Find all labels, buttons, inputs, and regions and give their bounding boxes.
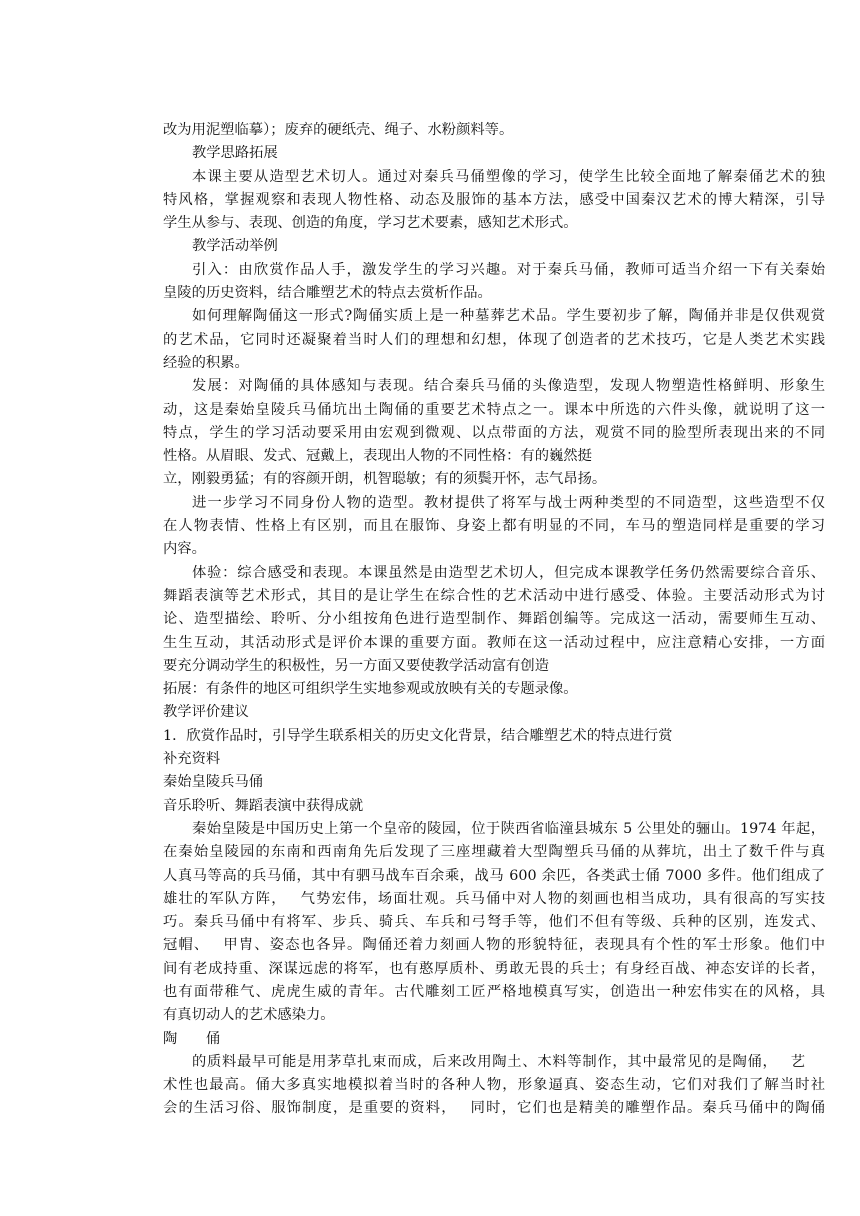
text-line: 教学活动举例 (192, 238, 278, 255)
text-line: 发展：对陶俑的具体感知与表现。结合秦兵马俑的头像造型，发现人物塑造性格鲜明、形象生 (192, 378, 825, 395)
text-line: 学生从参与、表现、创造的角度，学习艺术要素，感知艺术形式。 (163, 215, 578, 232)
paragraph-p17 (163, 818, 825, 1028)
text-line: 要充分调动学生的积极性，另一方面又要使教学活动富有创造 (163, 657, 550, 674)
paragraph-p08 (163, 468, 825, 491)
text-line: 在秦始皇陵园的东南和西南角先后发现了三座埋藏着大型陶塑兵马俑的从葬坑，出土了数千件与真 (163, 844, 825, 861)
text-line: 教学思路拓展 (192, 145, 278, 162)
paragraph-p09 (163, 492, 825, 562)
text-line: 的艺术品，它同时还凝聚着当时人们的理想和幻想，体现了创造者的艺术技巧，它是人类艺术实践 (163, 331, 825, 348)
text-line: 术性也最高。俑大多真实地模拟着当时的各种人物，形象逼真、姿态生动，它们对我们了解当时社 (163, 1077, 825, 1094)
text-line: 改为用泥塑临摹）；废弃的硬纸壳、绳子、水粉颜料等。 (163, 122, 514, 138)
text-line: 雄壮的军队方阵， 气势宏伟，场面壮观。兵马俑中对人物的刻画也相当成功，具有很高的写实技 (163, 890, 825, 907)
text-line: 间有老成持重、深谋远虑的将军，也有憨厚质朴、勇敢无畏的兵士；有身经百战、神态安详的长者， (163, 960, 825, 977)
paragraph-p13 (163, 725, 825, 748)
paragraph-p18 (163, 1028, 825, 1051)
text-line: 补充资料 (163, 751, 221, 768)
text-line: 进一步学习不同身份人物的造型。教材提供了将军与战士两种类型的不同造型，这些造型不仅 (192, 494, 825, 511)
paragraph-p02 (163, 142, 825, 165)
paragraph-p05 (163, 259, 825, 306)
text-line: 内容。 (163, 541, 206, 558)
text-line: 也有面带稚气、虎虎生威的青年。古代雕刻工匠严格地模真写实，创造出一种宏伟实在的风格，具 (163, 983, 825, 1000)
text-line: 特点，学生的学习活动要采用由宏观到微观、以点带面的方法，观赏不同的脸型所表现出来的不同 (163, 424, 825, 441)
text-line: 巧。秦兵马俑中有将军、步兵、骑兵、车兵和弓弩手等，他们不但有等级、兵种的区别，连发式、 (163, 914, 825, 931)
text-line: 经验的积累。 (163, 354, 249, 371)
text-line: 论、造型描绘、聆听、分小组按角色进行造型制作、舞蹈创编等。完成这一活动，需要师生互动、 (163, 611, 825, 628)
paragraph-p07 (163, 375, 825, 468)
text-line: 在人物表情、性格上有区别，而且在服饰、身姿上都有明显的不同，车马的塑造同样是重要的学习 (163, 518, 825, 535)
text-line: 舞蹈表演等艺术形式，其目的是让学生在综合性的艺术活动中进行感受、体验。主要活动形式为讨 (163, 587, 825, 604)
text-line: 会的生活习俗、服饰制度，是重要的资料， 同时，它们也是精美的雕塑作品。秦兵马俑中的陶俑 (163, 1100, 825, 1117)
text-line: 引入：由欣赏作品人手，激发学生的学习兴趣。对于秦兵马俑，教师可适当介绍一下有关秦始 (192, 261, 825, 278)
text-line: 教学评价建议 (163, 704, 249, 721)
paragraph-p04 (163, 235, 825, 258)
text-line: 秦始皇陵兵马俑 (163, 774, 264, 791)
text-line: 人真马等高的兵马俑，其中有驷马战车百余乘，战马 600 余匹，各类武士俑 7000 多件。他们组成了 (163, 867, 825, 884)
text-line: 动，这是秦始皇陵兵马俑坑出土陶俑的重要艺术特点之一。课本中所选的六件头像，就说明了这一 (163, 401, 825, 418)
text-line: 立，刚毅勇猛；有的容颜开朗，机智聪敏；有的须鬓开怀，志气昂扬。 (163, 471, 607, 488)
text-line: 有真切动人的艺术感染力。 (163, 1007, 335, 1024)
document-page (163, 119, 825, 1121)
text-line: 如何理解陶俑这一形式?陶俑实质上是一种墓葬艺术品。学生要初步了解，陶俑并非是仅供观赏 (192, 308, 825, 325)
text-line: 皇陵的历史资料，结合雕塑艺术的特点去赏析作品。 (163, 285, 492, 302)
text-line: 本课主要从造型艺术切人。通过对秦兵马俑塑像的学习，使学生比较全面地了解秦俑艺术的独 (192, 168, 825, 185)
paragraph-p14 (163, 748, 825, 771)
paragraph-p03 (163, 166, 825, 236)
paragraph-p16 (163, 795, 825, 818)
text-line: 陶 俑 (163, 1030, 221, 1047)
text-line: 音乐聆听、舞蹈表演中获得成就 (163, 797, 364, 814)
paragraph-p12 (163, 701, 825, 724)
paragraph-p15 (163, 771, 825, 794)
text-line: 性格。从眉眼、发式、冠戴上，表现出人物的不同性格：有的巍然挺 (163, 448, 592, 465)
text-line: 冠帽、 甲胄、姿态也各异。陶俑还着力刻画人物的形貌特征，表现具有个性的军士形象。他们中 (163, 937, 825, 954)
paragraph-p11 (163, 678, 825, 701)
text-line: 的质料最早可能是用茅草扎束而成，后来改用陶土、木料等制作，其中最常见的是陶俑， 艺 (192, 1053, 805, 1070)
paragraph-p10 (163, 562, 825, 678)
paragraph-p06 (163, 305, 825, 375)
text-line: 秦始皇陵是中国历史上第一个皇帝的陵园，位于陕西省临潼县城东 5 公里处的骊山。1974 年起， (192, 820, 825, 837)
text-line: 特风格，掌握观察和表现人物性格、动态及服饰的基本方法，感受中国秦汉艺术的博大精深，引导 (163, 191, 825, 208)
text-line: 体验：综合感受和表现。本课虽然是由造型艺术切人，但完成本课教学任务仍然需要综合音乐、 (192, 564, 825, 581)
paragraph-p19 (163, 1051, 825, 1121)
text-line: 1．欣赏作品时，引导学生联系相关的历史文化背景，结合雕塑艺术的特点进行赏 (163, 727, 673, 744)
text-line: 拓展：有条件的地区可组织学生实地参观或放映有关的专题录像。 (163, 681, 578, 698)
text-line: 生生互动，其活动形式是评价本课的重要方面。教师在这一活动过程中，应注意精心安排，一方面 (163, 634, 825, 651)
paragraph-p01 (163, 119, 825, 142)
